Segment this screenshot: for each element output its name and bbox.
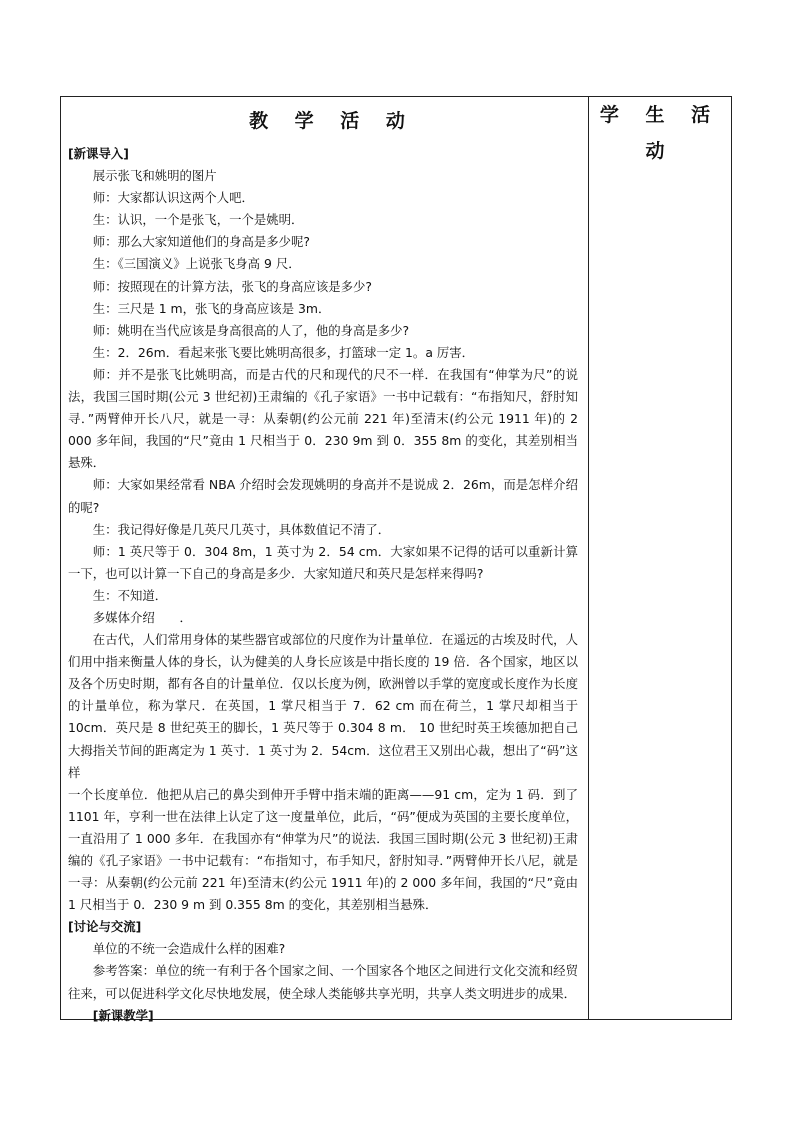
paragraph: [讨论与交流] bbox=[68, 919, 142, 935]
teaching-activity-body bbox=[68, 143, 578, 1027]
paragraph: 展示张飞和姚明的图片 bbox=[92, 168, 217, 184]
paragraph: 生：《三国演义》上说张飞身高 9 尺． bbox=[92, 256, 301, 272]
student-activity-column bbox=[589, 97, 731, 1019]
paragraph: 生：我记得好像是几英尺几英寸，具体数值记不清了． bbox=[92, 521, 391, 537]
paragraph: 师：大家如果经常看 NBA 介绍时会发现姚明的身高并不是说成 2．26m，而是怎样介绍的呢? bbox=[68, 477, 578, 515]
paragraph: 单位的不统一会造成什么样的困难? bbox=[92, 941, 286, 957]
paragraph: 参考答案：单位的统一有利于各个国家之间、一个国家各个地区之间进行文化交流和经贸往来，可以促进科学文化尽快地发展，使全球人类能够共享光明，共享人类文明进步的成果． bbox=[68, 963, 578, 1001]
paragraph: 在古代，人们常用身体的某些器官或部位的尺度作为计量单位．在遥远的古埃及时代，人们用中指来衡量人体的身长，认为健美的人身长应该是中指长度的 19 倍．各个国家，地区以及各个历史时期，都有各自的计量单位．仅以长度为例，欧洲曾以手掌的宽度或长度作为长度的计量单位，称为掌尺．在英国，1 掌尺相当于 7．62 cm 而在荷兰，1 掌尺却相当于 10cm．英尺是 8 世纪英王的脚长，1 英尺等于 0.304 8 m． 10 世纪时英王埃德加把自己大拇指关节间的距离定为 1 英寸．1 英寸为 2．54cm．这位君王又别出心裁，想出了“码”这样 bbox=[68, 632, 578, 780]
teaching-activity-column bbox=[61, 97, 588, 1023]
paragraph: 师：姚明在当代应该是身高很高的人了，他的身高是多少? bbox=[92, 322, 410, 338]
student-activity-header: 学 生 活 动 bbox=[599, 104, 721, 162]
paragraph: 一个长度单位．他把从启己的鼻尖到伸开手臂中指末端的距离——91 cm，定为 1 码．到了 1101 年，亨利一世在法律上认定了这一度量单位，此后，“码”便成为英国的主要长度单位，一直沿用了 1 000 多年．在我国亦有“伸掌为尺”的说法．我国三国时期(公元 3 世纪初)王肃编的《孔子家语》一书中记载有：“布指知寸，布手知尺，舒肘知寻．”两臂伸开长八尼，就是一寻：从秦朝(约公元前 221 年)至清末(约公元 1911 年)的 2 000 多年间，我国的“尺”竟由 1 尺相当于 0．230 9 m 到 0.355 8m 的变化，其差别相当悬殊． bbox=[68, 786, 578, 913]
paragraph: 生：2．26m．看起来张飞要比姚明高很多，打篮球一定 1。a 厉害． bbox=[92, 344, 475, 360]
paragraph: 师：按照现在的计算方法，张飞的身高应该是多少? bbox=[92, 278, 372, 294]
teaching-activity-header: 教 学 活 动 bbox=[249, 110, 415, 132]
paragraph: 生：三尺是 1 m，张飞的身高应该是 3m． bbox=[92, 300, 331, 316]
paragraph: 多媒体介绍 ． bbox=[92, 609, 192, 625]
paragraph: 师：1 英尺等于 0．304 8m，1 英寸为 2．54 cm．大家如果不记得的话可以重新计算一下，也可以计算一下自己的身高是多少．大家知道尺和英尺是怎样来得吗? bbox=[68, 543, 578, 581]
lesson-plan-table bbox=[60, 96, 732, 1023]
paragraph: 师：大家都认识这两个人吧． bbox=[92, 190, 254, 206]
paragraph: 生：不知道． bbox=[92, 587, 168, 603]
paragraph: [新课导入] bbox=[68, 146, 129, 161]
paragraph: 生：认识，一个是张飞，一个是姚明． bbox=[92, 212, 304, 228]
paragraph: 师：并不是张飞比姚明高，而是古代的尺和现代的尺不一样．在我国有“伸掌为尺”的说法，我国三国时期(公元 3 世纪初)王肃编的《孔子家语》一书中记载有：“布指知尺，舒肘知寻．”两臂伸开长八尺，就是一寻：从秦朝(约公元前 221 年)至清末(约公元 1911 年)的 2 000 多年间，我国的“尺”竟由 1 尺相当于 0．230 9m 到 0．355 8m 的变化，其差别相当悬殊． bbox=[68, 366, 578, 471]
paragraph: 师：那么大家知道他们的身高是多少呢? bbox=[92, 234, 311, 250]
paragraph: [新课教学] bbox=[92, 1007, 154, 1023]
